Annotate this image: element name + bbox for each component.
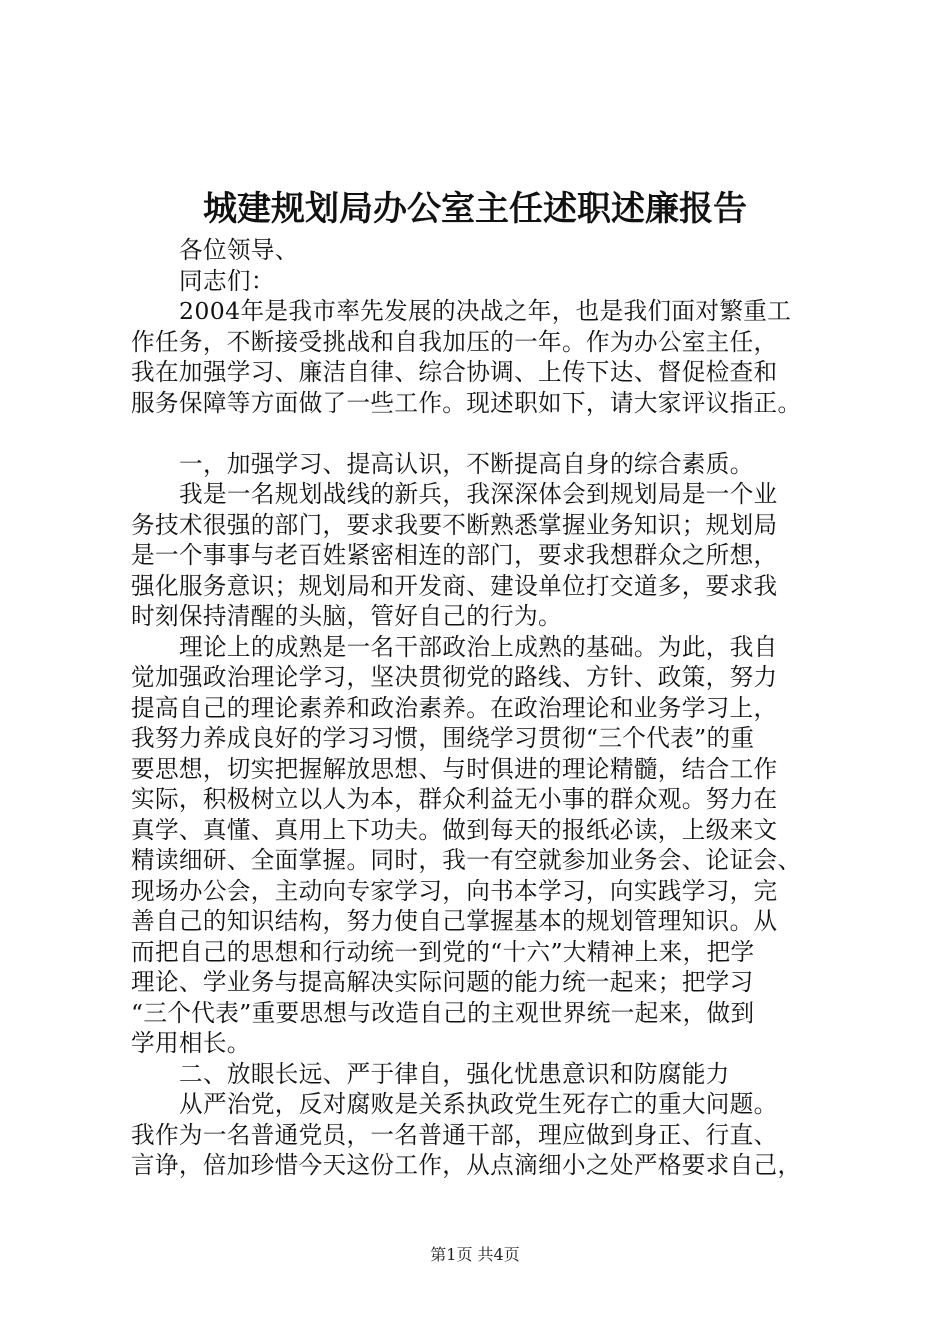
text-line: 作任务，不断接受挑战和自我加压的一年。作为办公室主任， xyxy=(131,327,778,356)
text-line: 理论上的成熟是一名干部政治上成熟的基础。为此，我自 xyxy=(179,632,778,661)
text-line: 现场办公会，主动向专家学习，向书本学习，向实践学习，完 xyxy=(131,876,778,905)
text-line: “三个代表”重要思想与改造自己的主观世界统一起来，做到 xyxy=(131,998,755,1027)
document-title: 城建规划局办公室主任述职述廉报告 xyxy=(203,189,747,229)
text-line: 同志们： xyxy=(179,266,275,295)
text-line: 二、放眼长远、严于律自，强化忧患意识和防腐能力 xyxy=(179,1059,730,1088)
text-line: 服务保障等方面做了一些工作。现述职如下，请大家评议指正。 xyxy=(131,388,802,417)
text-line: 真学、真懂、真用上下功夫。做到每天的报纸必读，上级来文 xyxy=(131,815,778,844)
text-line: 善自己的知识结构，努力使自己掌握基本的规划管理知识。从 xyxy=(131,907,778,935)
text-line: 学用相长。 xyxy=(131,1029,251,1057)
text-line: 实际，积极树立以人为本，群众利益无小事的群众观。努力在 xyxy=(131,785,778,813)
text-line: 各位领导、 xyxy=(179,236,299,264)
page-number-footer: 第1页 共4页 xyxy=(430,1245,520,1264)
text-line: 言诤，倍加珍惜今天这份工作，从点滴细小之处严格要求自己， xyxy=(131,1151,802,1179)
text-line: 理论、学业务与提高解决实际问题的能力统一起来；把学习 xyxy=(131,968,754,996)
text-line: 而把自己的思想和行动统一到党的“十六”大精神上来，把学 xyxy=(131,937,755,966)
text-line: 提高自己的理论素养和政治素养。在政治理论和业务学习上， xyxy=(131,693,778,722)
text-line: 我努力养成良好的学习习惯，围绕学习贯彻“三个代表”的重 xyxy=(131,724,755,752)
text-line: 觉加强政治理论学习，坚决贯彻党的路线、方针、政策，努力 xyxy=(131,663,778,691)
text-line: 时刻保持清醒的头脑，管好自己的行为。 xyxy=(131,602,562,630)
text-line: 务技术很强的部门，要求我要不断熟悉掌握业务知识；规划局 xyxy=(131,510,778,539)
text-line: 我在加强学习、廉洁自律、综合协调、上传下达、督促检查和 xyxy=(131,358,778,386)
text-line: 2004年是我市率先发展的决战之年，也是我们面对繁重工 xyxy=(179,297,792,325)
text-line: 要思想，切实把握解放思想、与时俱进的理论精髓，结合工作 xyxy=(131,754,778,783)
text-line: 强化服务意识；规划局和开发商、建设单位打交道多，要求我 xyxy=(131,571,778,600)
text-line: 精读细研、全面掌握。同时，我一有空就参加业务会、论证会、 xyxy=(131,846,802,874)
blank-line xyxy=(131,418,851,449)
text-line: 是一个事事与老百姓紧密相连的部门，要求我想群众之所想， xyxy=(131,541,778,569)
text-line: 从严治党，反对腐败是关系执政党生死存亡的重大问题。 xyxy=(179,1090,778,1118)
document-body xyxy=(131,235,851,1181)
text-line: 我是一名规划战线的新兵，我深深体会到规划局是一个业 xyxy=(179,480,778,508)
text-line: 一，加强学习、提高认识，不断提高自身的综合素质。 xyxy=(179,449,754,478)
text-line: 我作为一名普通党员，一名普通干部，理应做到身正、行直、 xyxy=(131,1120,778,1149)
